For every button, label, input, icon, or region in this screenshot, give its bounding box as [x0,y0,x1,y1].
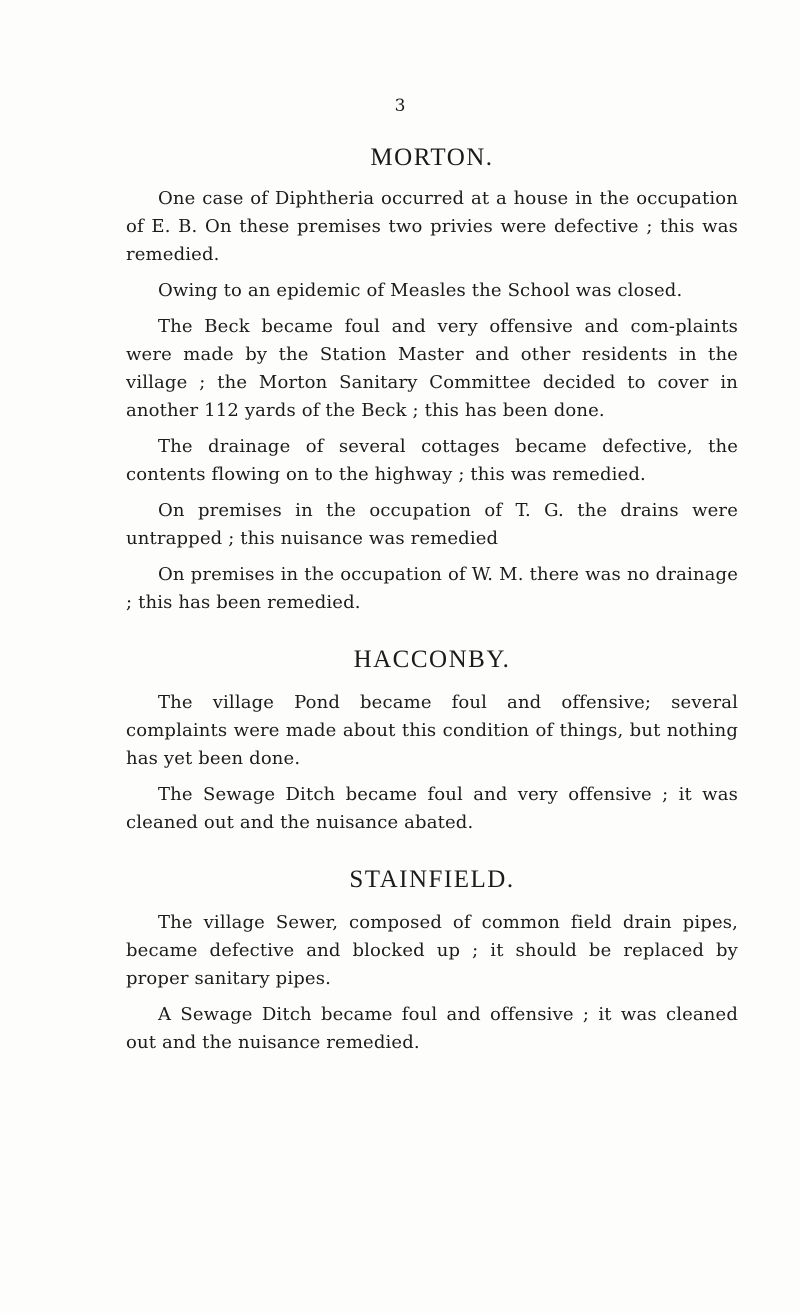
paragraph: On premises in the occupation of W. M. there was no drainage ; this has been remedied. [126,564,738,613]
paragraph: The village Sewer, composed of common field drain pipes, became defective and blocked up ; it should be replaced by proper sanitary pipes. [126,912,738,989]
paragraph: The drainage of several cottages became defective, the contents flowing on to the highway ; this was remedied. [126,436,738,485]
section-heading: STAINFIELD. [349,866,515,893]
section-hacconby [126,645,738,837]
paragraph: A Sewage Ditch became foul and offensive ; it was cleaned out and the nuisance remedied. [126,1004,738,1053]
section-heading: MORTON. [370,144,494,171]
paragraph: The village Pond became foul and offensive; several complaints were made about this condition of things, but nothing has yet been done. [126,692,738,769]
document-body [126,143,738,1065]
paragraph: On premises in the occupation of T. G. the drains were untrapped ; this nuisance was remedied [126,500,738,549]
section-morton [126,143,738,617]
section-stainfield [126,865,738,1057]
paragraph: The Beck became foul and very offensive and com-plaints were made by the Station Master and other residents in the village ; the Morton Sanitary Committee decided to cover in another 112 yards of the Beck ; this has been done. [126,316,738,421]
paragraph: One case of Diphtheria occurred at a house in the occupation of E. B. On these premises two privies were defective ; this was remedied. [126,188,738,265]
paragraph: The Sewage Ditch became foul and very offensive ; it was cleaned out and the nuisance abated. [126,784,738,833]
page-number: 3 [394,96,406,116]
paragraph: Owing to an epidemic of Measles the School was closed. [158,280,683,301]
section-heading: HACCONBY. [353,646,511,673]
